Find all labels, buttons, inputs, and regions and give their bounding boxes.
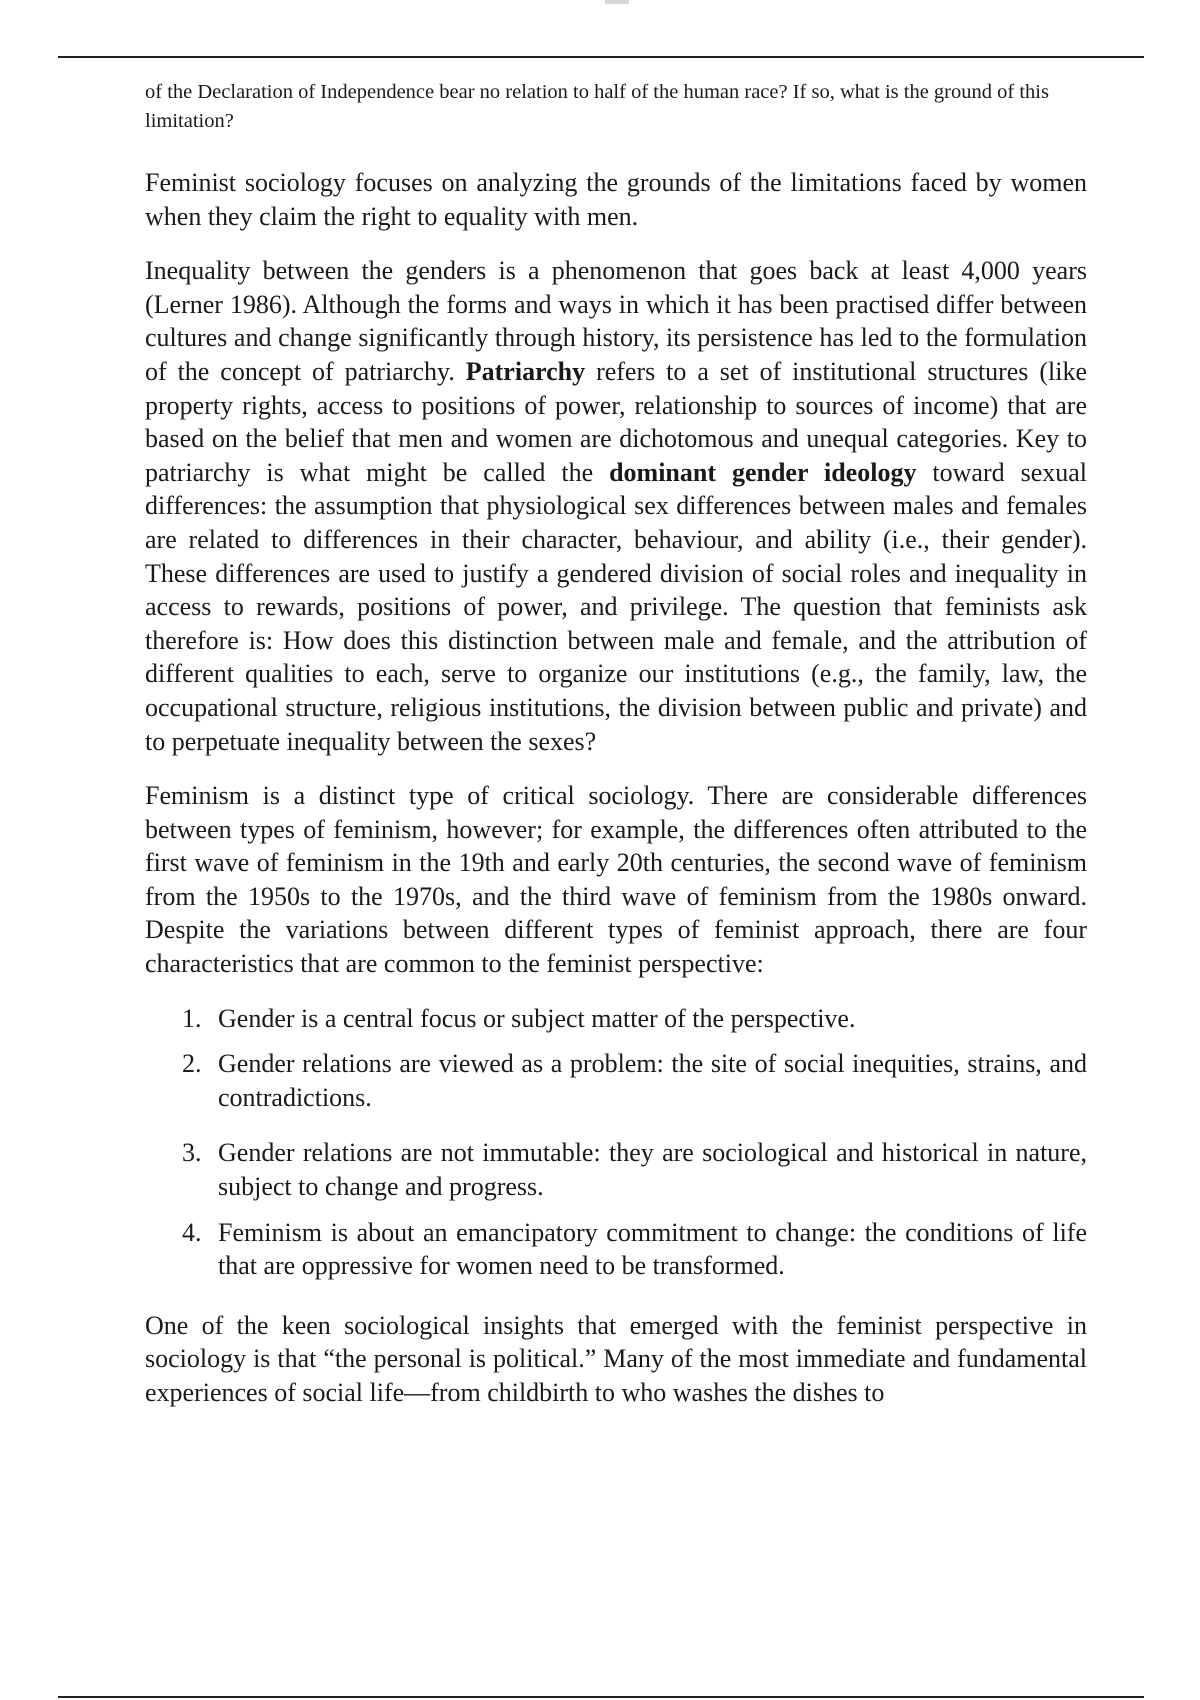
- list-item: [145, 1047, 1087, 1114]
- paragraph-patriarchy: [145, 254, 1087, 758]
- paragraph-personal-political: One of the keen sociological insights that emerged with the feminist perspective in sociology is that “the personal is political.” Many of the most immediate and fundamental experiences of social life—from childbirth to who washes the dishes to: [145, 1310, 1087, 1407]
- list-number: 1.: [182, 1003, 202, 1033]
- list-number: 3.: [182, 1138, 202, 1168]
- list-text: Gender is a central focus or subject matter of the perspective.: [218, 1003, 856, 1033]
- list-text: Gender relations are not immutable: they are sociological and historical in nature, subject to change and progress.: [218, 1138, 1087, 1202]
- page-top-mark: [605, 0, 629, 4]
- paragraph-text: toward sexual differences: the assumption that physiological sex differences between males and females are related to differences in their character, behaviour, and ability (i.e., their gender). These differences are used to justify a gendered division of social roles and inequality in access to rewards, positions of power, and privilege. The question that feminists ask therefore is: How does this distinction between male and female, and the attribution of different qualities to each, serve to organize our institutions (e.g., the family, law, the occupational structure, religious institutions, the division between public and private) and to perpetuate inequality between the sexes?: [145, 457, 1088, 756]
- paragraph-text: refers to a set of institutional structures (like property rights, access to positions of power, relationship to sources of income) that are based on the belief that men and women are dichotomous and unequal categories. Key to patriarchy is what might be called the: [145, 356, 1087, 487]
- list-item: [145, 1136, 1087, 1203]
- paragraph-feminist-sociology: Feminist sociology focuses on analyzing the grounds of the limitations faced by women when they claim the right to equality with men.: [145, 168, 1087, 231]
- list-item: [145, 1216, 1087, 1283]
- paragraph-text: Inequality between the genders is a phenomenon that goes back at least 4,000 years (Lerner 1986). Although the forms and ways in which it has been practised differ between cultures and change significantly through history, its persistence has led to the formulation of the concept of patriarchy.: [145, 256, 1087, 386]
- block-quote: of the Declaration of Independence bear no relation to half of the human race? If so, what is the ground of this limitation?: [145, 81, 1049, 132]
- footer-rule: [58, 1696, 1144, 1698]
- list-item: [145, 1002, 1087, 1036]
- list-number: 2.: [182, 1049, 202, 1079]
- header-rule: [58, 56, 1144, 58]
- characteristics-list: [145, 1002, 1087, 1283]
- page-content: [145, 78, 1087, 1431]
- term-patriarchy: Patriarchy: [465, 356, 586, 386]
- list-text: Feminism is about an emancipatory commitment to change: the conditions of life that are oppressive for women need to be transformed.: [218, 1217, 1087, 1281]
- paragraph-feminism-types: Feminism is a distinct type of critical sociology. There are considerable differences between types of feminism, however; for example, the differences often attributed to the first wave of feminism in the 19th and early 20th centuries, the second wave of feminism from the 1950s to the 1970s, and the third wave of feminism from the 1980s onward. Despite the variations between different types of feminist approach, there are four characteristics that are common to the feminist perspective:: [145, 781, 1087, 979]
- term-dominant-gender-ideology: dominant gender ideology: [609, 457, 917, 487]
- list-text: Gender relations are viewed as a problem: the site of social inequities, strains, and contradictions.: [218, 1049, 1087, 1112]
- list-number: 4.: [182, 1217, 202, 1247]
